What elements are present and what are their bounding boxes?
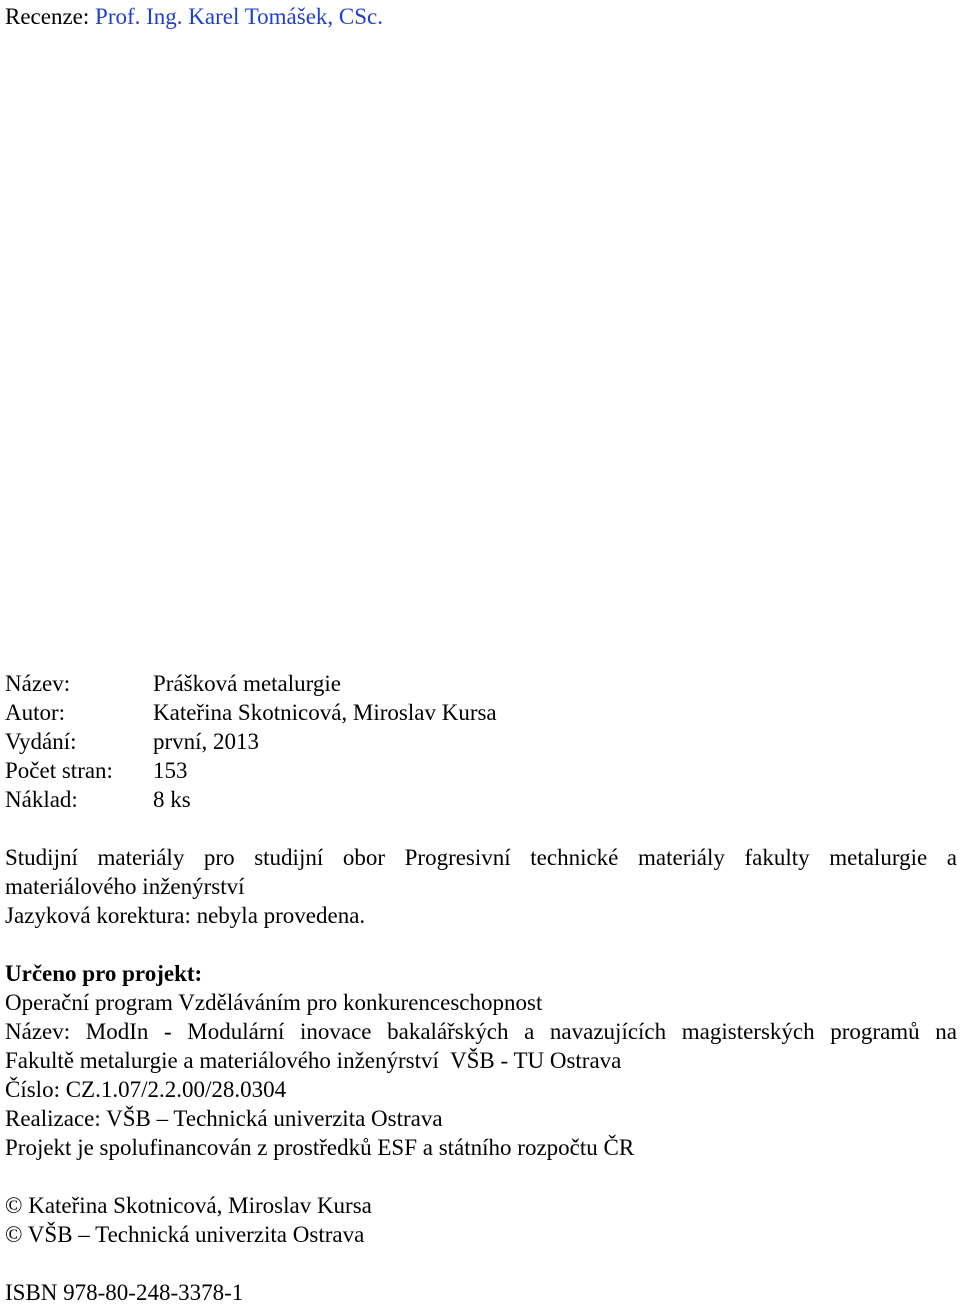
detail-row-pages xyxy=(5,756,188,785)
project-funding: Projekt je spolufinancován z prostředků ESF a státního rozpočtu ČR xyxy=(5,1135,635,1160)
detail-row-author xyxy=(5,698,497,727)
project-heading: Určeno pro projekt: xyxy=(5,961,203,986)
detail-label: Autor: xyxy=(5,700,66,725)
detail-row-copies xyxy=(5,785,191,814)
isbn: ISBN 978-80-248-3378-1 xyxy=(5,1280,244,1305)
study-line-2: materiálového inženýrství xyxy=(5,874,245,899)
reviewer-name: Prof. Ing. Karel Tomášek, CSc. xyxy=(95,4,384,29)
project-name-line-2: Fakultě metalurgie a materiálového inženýrství VŠB - TU Ostrava xyxy=(5,1048,622,1073)
project-section xyxy=(5,959,957,1162)
language-correction: Jazyková korektura: nebyla provedena. xyxy=(5,903,366,928)
study-line-1: Studijní materiály pro studijní obor Progresivní technické materiály fakulty metalurgie a xyxy=(5,845,957,870)
copyright-authors: © Kateřina Skotnicová, Miroslav Kursa xyxy=(5,1193,372,1218)
study-materials-paragraph xyxy=(5,843,957,930)
detail-value: 8 ks xyxy=(153,787,191,812)
copyright-university: © VŠB – Technická univerzita Ostrava xyxy=(5,1222,365,1247)
project-number: Číslo: CZ.1.07/2.2.00/28.0304 xyxy=(5,1077,287,1102)
detail-row-edition xyxy=(5,727,259,756)
detail-label: Název: xyxy=(5,671,71,696)
detail-value: 153 xyxy=(153,758,188,783)
reviewer-line xyxy=(5,2,383,31)
detail-value: Prášková metalurgie xyxy=(153,671,341,696)
detail-value: první, 2013 xyxy=(153,729,260,754)
detail-label: Vydání: xyxy=(5,729,77,754)
detail-label: Náklad: xyxy=(5,787,78,812)
detail-row-title xyxy=(5,669,341,698)
detail-value: Kateřina Skotnicová, Miroslav Kursa xyxy=(153,700,497,725)
reviewer-label: Recenze: xyxy=(5,4,90,29)
project-realization: Realizace: VŠB – Technická univerzita Ostrava xyxy=(5,1106,443,1131)
project-name-line-1: Název: ModIn - Modulární inovace bakalářských a navazujících magisterských programů na xyxy=(5,1019,957,1044)
project-program: Operační program Vzděláváním pro konkurenceschopnost xyxy=(5,990,543,1015)
copyright-section xyxy=(5,1191,957,1249)
detail-label: Počet stran: xyxy=(5,758,113,783)
